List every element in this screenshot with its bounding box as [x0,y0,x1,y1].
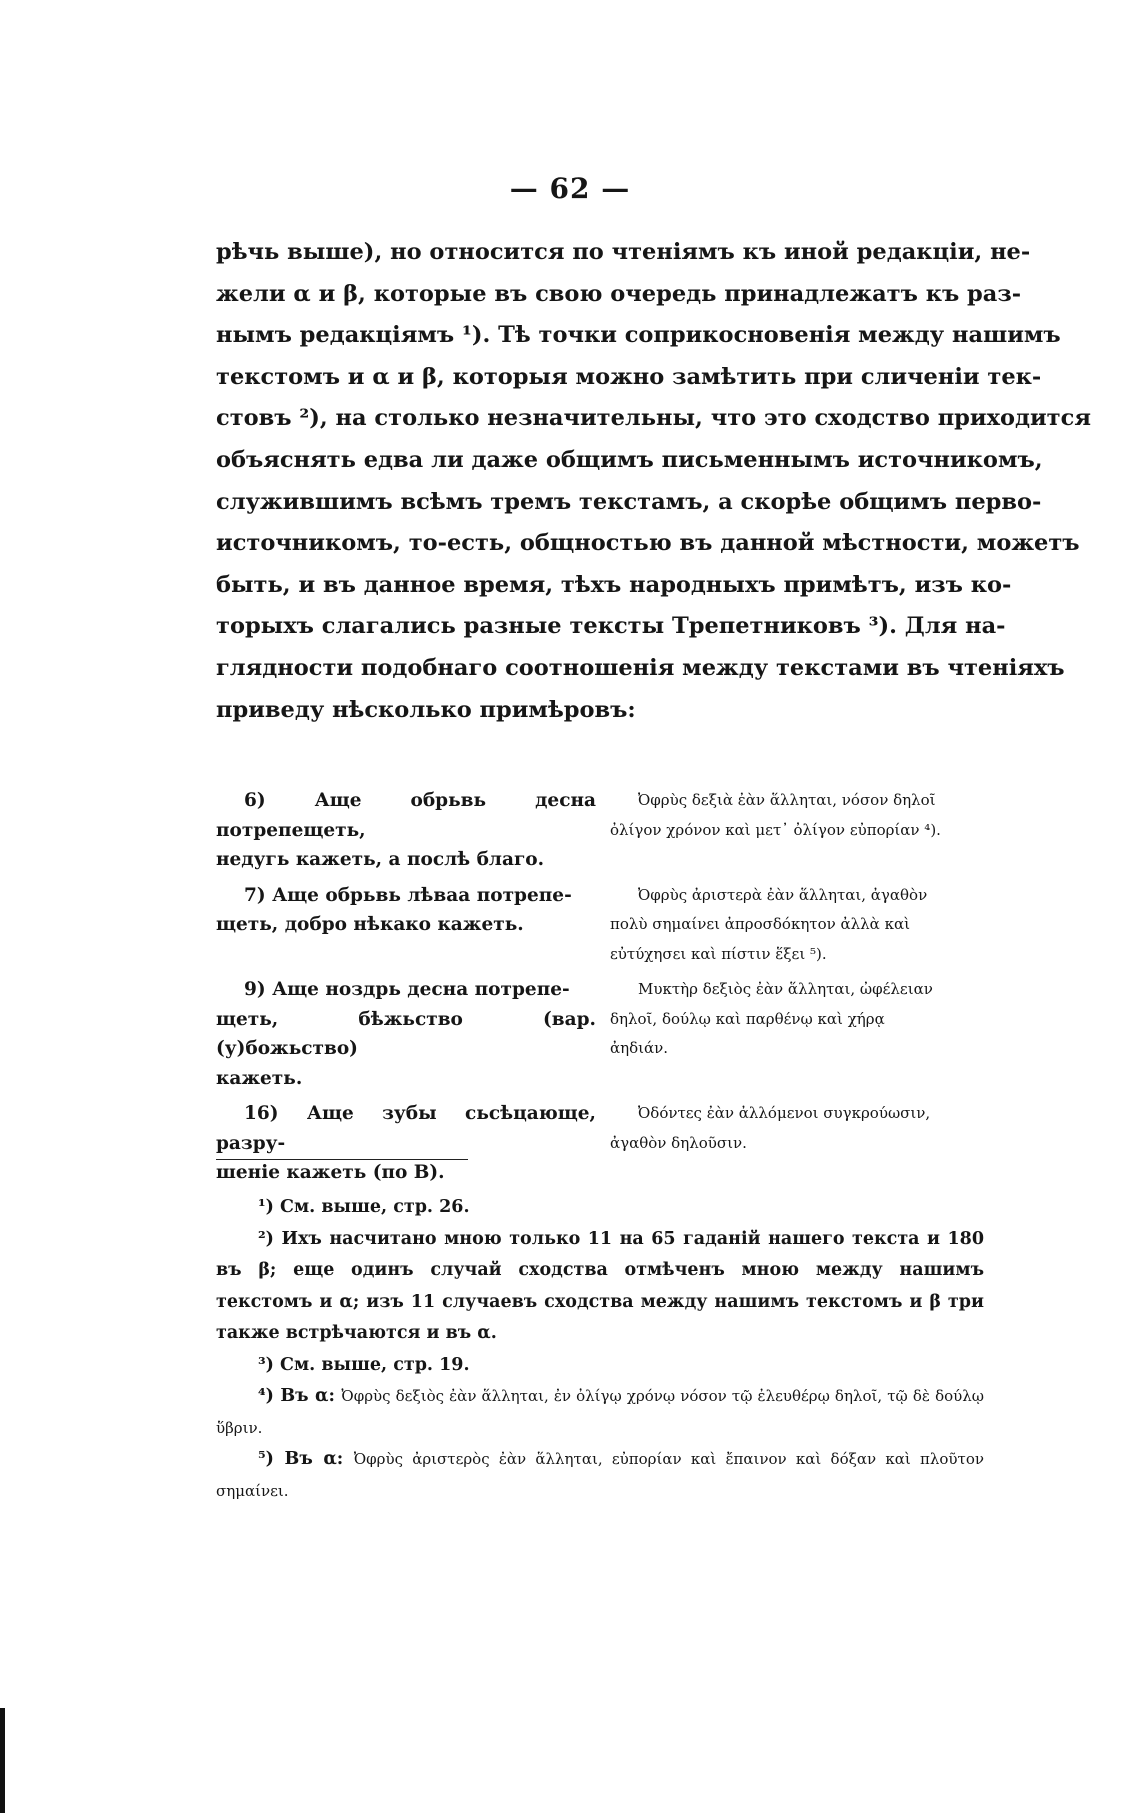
footnote [216,1381,984,1444]
text-line: глядности подобнаго соотношенія между текстами въ чтеніяхъ [216,654,1065,681]
slavonic-line: щеть, бѣжьство (вар. (у)божьство) [216,1008,596,1059]
text-line: стовъ ²), на столько незначительны, что это сходство приходится [216,405,1091,432]
greek-reading [610,975,986,1093]
footnote-greek: Ὀφρὺς δεξιὸς ἐὰν ἅλληται, ἐν ὀλίγῳ χρόνῳ νόσον τῷ ἐλευθέρῳ δηλοῖ, τῷ δὲ δούλῳ ὕβριν. [216,1387,984,1437]
scan-edge-mark [0,1708,5,1813]
text-line: текстомъ и α и β, которыя можно замѣтить при сличеніи тек- [216,363,1042,390]
slavonic-line: недугь кажеть, а послѣ благо. [216,849,545,870]
footnote-marker: ³) [258,1354,274,1375]
greek-line: δηλοῖ, δούλῳ καὶ παρθένῳ καὶ χήρᾳ [610,1009,885,1028]
greek-line: ἀγαθὸν δηλοῦσιν. [610,1133,747,1152]
footnote-marker: ⁴) [258,1386,274,1406]
greek-line: εὐτύχησει καὶ πίστιν ἕξει ⁵). [610,944,827,963]
text-line: жели α и β, которые въ свою очередь принадлежатъ къ раз- [216,280,1022,307]
slavonic-line: щеть, добро нѣкако кажеть. [216,914,524,935]
text-line: приведу нѣсколько примѣровъ: [216,696,636,723]
greek-line: Ὀφρὺς ἀριστερὰ ἐὰν ἅλληται, ἀγαθὸν [638,885,928,904]
text-line: объяснять едва ли даже общимъ письменнымъ источникомъ, [216,446,1043,473]
footnote-greek: Ὀφρὺς ἀριστερὸς ἐὰν ἅλληται, εὐπορίαν καὶ ἔπαινον καὶ δόξαν καὶ πλοῦτον σημαίνει. [216,1450,984,1500]
slavonic-reading [216,1099,596,1188]
example-row [216,881,986,970]
slavonic-line: 16) Аще зубы сьсѣцающе, разру- [216,1103,596,1154]
text-line: торыхъ слагались разные тексты Трепетниковъ ³). Для на- [216,613,1006,640]
text-line: нымъ редакціямъ ¹). Тѣ точки соприкосновенія между нашимъ [216,322,1061,349]
slavonic-line: кажеть. [216,1067,303,1089]
footnote-marker: ¹) [258,1197,274,1217]
text-line: быть, и въ данное время, тѣхъ народныхъ примѣтъ, изъ ко- [216,571,1012,598]
footnote [216,1192,984,1224]
footnote-divider [216,1159,468,1160]
greek-line: πολὺ σημαίνει ἀπροσδόκητον ἀλλὰ καὶ [610,915,910,933]
footnote-prefix: Въ α: [284,1449,344,1469]
footnote-marker: ⁵) [258,1449,274,1469]
main-paragraph [216,232,1091,731]
footnote-marker: ²) [258,1228,274,1249]
footnotes [216,1192,984,1507]
text-line: служившимъ всѣмъ тремъ текстамъ, а скорѣе общимъ перво- [216,488,1042,515]
greek-reading [610,881,986,970]
page-number: — 62 — [509,172,631,205]
footnote-prefix: Въ α: [280,1386,335,1406]
example-row [216,1099,986,1188]
example-row [216,786,986,875]
greek-reading [610,1099,986,1188]
slavonic-line: 6) Аще обрьвь десна потрепещеть, [216,790,596,841]
greek-line: Ὀφρὺς δεξιὰ ἐὰν ἅλληται, νόσον δηλοῖ [638,791,936,809]
example-row [216,975,986,1093]
slavonic-line: 7) Аще обрьвь лѣваа потрепе- [244,884,572,906]
greek-line: ἀηδιάν. [610,1039,669,1057]
greek-line: ὀλίγον χρόνον καὶ μετ᾽ ὀλίγον εὐπορίαν ⁴). [610,820,941,839]
slavonic-reading [216,975,596,1093]
examples-table [216,786,986,1194]
slavonic-reading [216,786,596,875]
greek-line: Μυκτὴρ δεξιὸς ἐὰν ἅλληται, ὠφέλειαν [638,980,933,998]
footnote-text: Ихъ насчитано мною только 11 на 65 гаданій нашего текста и 180 въ β; еще одинъ случай сходства отмѣченъ мною между нашимъ текстомъ и α; изъ 11 случаевъ сходства между нашимъ текстомъ и β три также встрѣчаются и въ α. [216,1228,985,1343]
footnote [216,1224,984,1350]
footnote-text: См. выше, стр. 19. [280,1354,470,1375]
footnote-text: См. выше, стр. 26. [280,1197,470,1217]
footnote [216,1444,984,1507]
slavonic-reading [216,881,596,970]
footnote [216,1350,984,1382]
greek-line: Ὀδόντες ἐὰν ἀλλόμενοι συγκρούωσιν, [638,1104,931,1122]
text-line: рѣчь выше), но относится по чтеніямъ къ иной редакціи, не- [216,239,1031,265]
slavonic-line: шеніе кажеть (по В). [216,1162,445,1183]
text-line: источникомъ, то-есть, общностью въ данной мѣстности, можетъ [216,530,1080,557]
greek-reading [610,786,986,875]
slavonic-line: 9) Аще ноздрь десна потрепе- [244,979,570,1000]
